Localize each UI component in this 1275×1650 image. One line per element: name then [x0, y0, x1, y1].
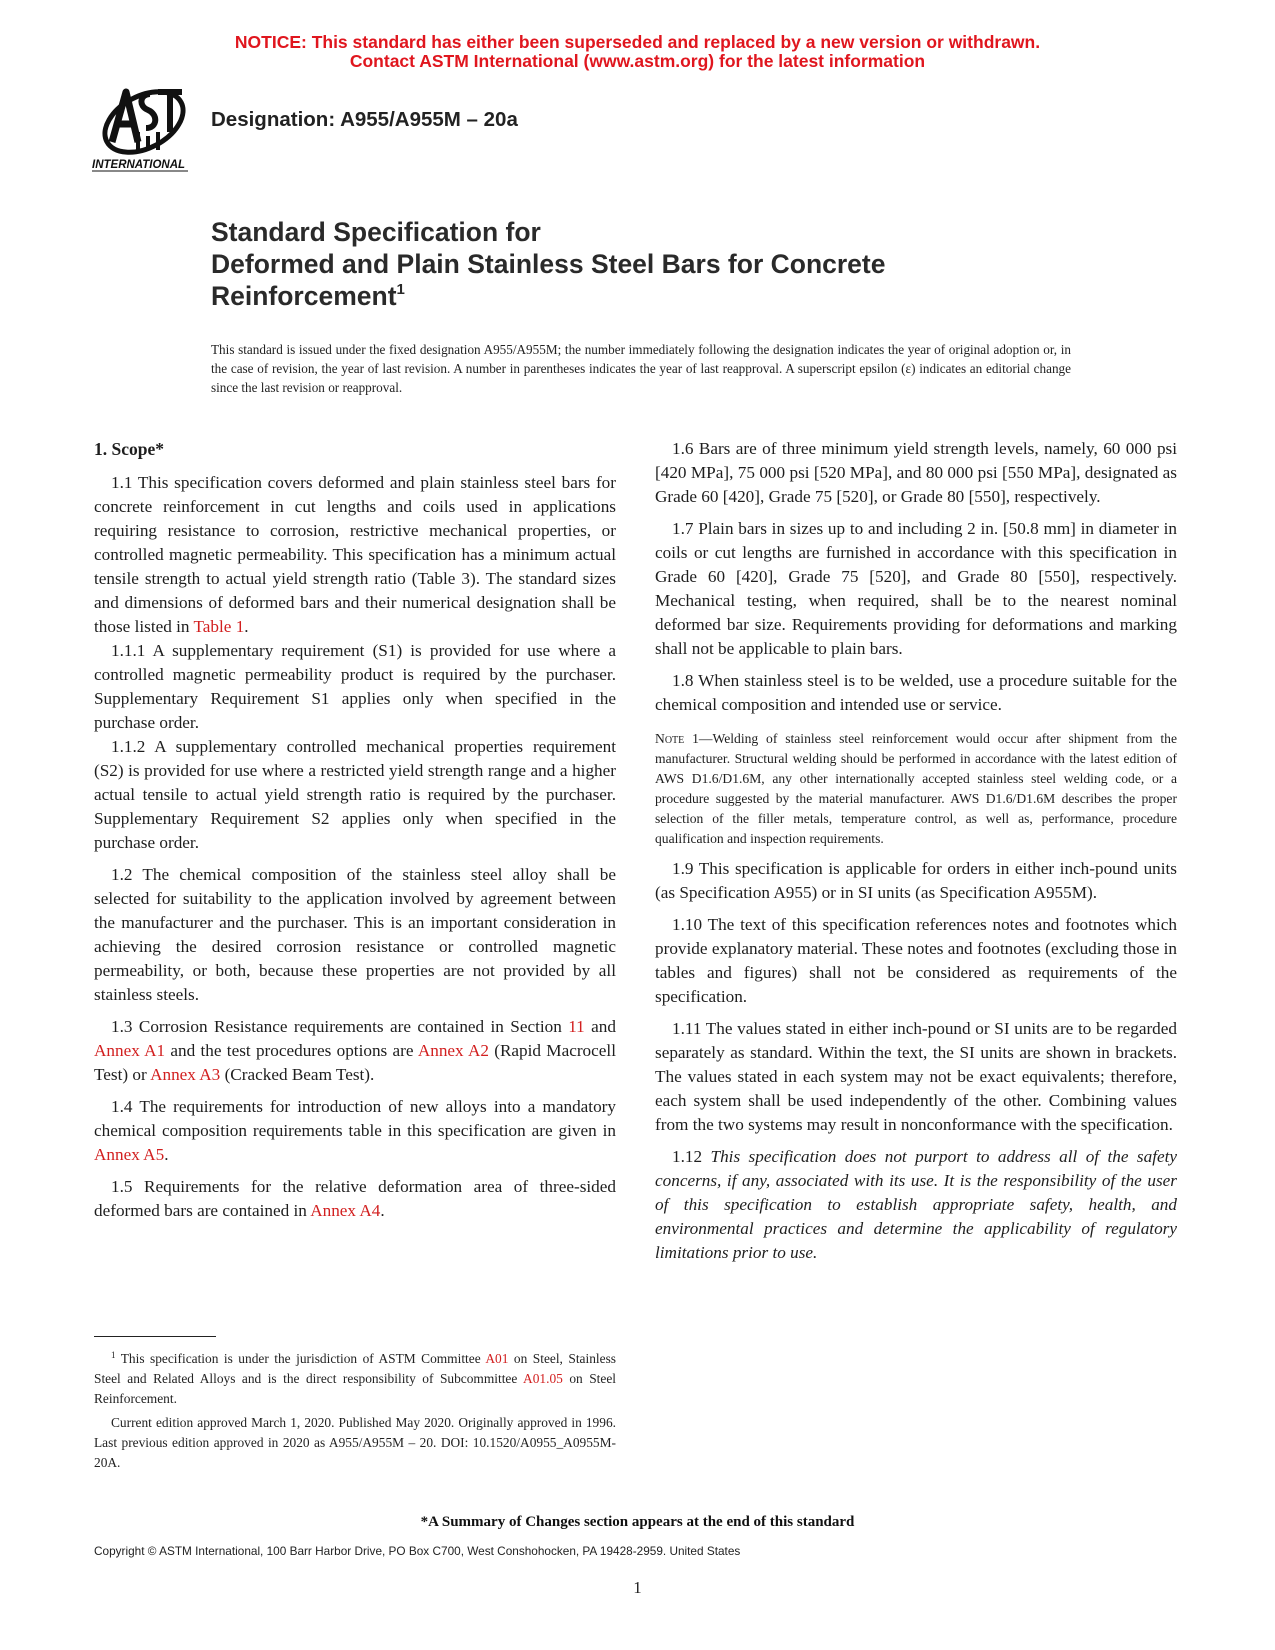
footnote-1-b: on Steel, Stainless Steel and Related Alloys and is the direct responsibility of Subcommittee [94, 1351, 616, 1386]
paragraph-1-3-d: (Rapid Macrocell Test) or [94, 1041, 616, 1084]
footnote-divider [94, 1336, 216, 1337]
paragraph-1-3-c: and the test procedures options are [165, 1041, 418, 1060]
title-line-1: Standard Specification for [211, 217, 541, 247]
paragraph-1-2: 1.2 The chemical composition of the stainless steel alloy shall be selected for suitability to the application involved by agreement between the manufacturer and the purchaser. This is an important consideration in achieving the desired corrosion resistance or controlled magnetic permeability, or both, because these properties are not provided by all stainless steels. [94, 865, 616, 1004]
link-committee-a01[interactable]: A01 [485, 1351, 509, 1366]
paragraph-1-4-b: . [164, 1145, 169, 1164]
issuance-statement: This standard is issued under the fixed designation A955/A955M; the number immediately following the designation indicates the year of original adoption or, in the case of revision, the year of last revision. A number in parentheses indicates the year of last reapproval. A superscript epsilon (ε) indicates an editorial change since the last revision or reapproval. [211, 342, 1071, 395]
paragraph-1-5 [94, 1175, 616, 1223]
link-annex-a4[interactable]: Annex A4 [310, 1201, 381, 1220]
link-annex-a5[interactable]: Annex A5 [94, 1145, 165, 1164]
document-title [211, 216, 1111, 312]
paragraph-1-9: 1.9 This specification is applicable for orders in either inch-pound units (as Specification A955) or in SI units (as Specification A955M). [655, 859, 1177, 902]
paragraph-1-12-num: 1.12 [672, 1147, 711, 1166]
paragraph-1-1 [94, 471, 616, 639]
right-column [655, 437, 1177, 1265]
link-subcommittee-a01-05[interactable]: A01.05 [523, 1371, 563, 1386]
paragraph-1-1-2: 1.1.2 A supplementary controlled mechanical properties requirement (S2) is provided for use where a restricted yield strength range and a higher actual tensile to actual yield strength ratio is required by the purchaser. Supplementary Requirement S2 applies only when specified in the purchase order. [94, 737, 616, 852]
footnote-1-c: on Steel Reinforcement. [94, 1371, 616, 1406]
notice-line-1: NOTICE: This standard has either been superseded and replaced by a new version or withdrawn. [234, 32, 1041, 52]
footnotes [94, 1349, 616, 1473]
paragraph-1-1-end: . [244, 617, 249, 636]
paragraph-1-3-a: 1.3 Corrosion Resistance requirements are contained in Section [111, 1017, 569, 1036]
title-line-3 [211, 280, 1111, 312]
note-1-text: —Welding of stainless steel reinforcement would occur after shipment from the manufacturer. Structural welding should be performed in accordance with the latest edition of AWS D1.6/D1.6M, any other internationally accepted stainless steel welding code, or a procedure suggested by the material manufacturer. AWS D1.6/D1.6M describes the proper selection of the filler metals, temperature control, as well as, performance, procedure qualification and inspection requirements. [655, 731, 1177, 846]
paragraph-1-3-b: and [584, 1017, 616, 1036]
section-heading-scope: 1. Scope* [94, 439, 164, 459]
note-1-label: Note 1 [655, 731, 699, 746]
paragraph-1-12-text: This specification does not purport to address all of the safety concerns, if any, associated with its use. It is the responsibility of the user of this specification to establish appropriate safety, health, and environmental practices and determine the applicability of regulatory limitations prior to use. [655, 1147, 1178, 1262]
paragraph-1-4 [94, 1095, 616, 1167]
left-column [94, 437, 616, 1223]
footnote-1 [94, 1349, 616, 1409]
copyright: Copyright © ASTM International, 100 Barr Harbor Drive, PO Box C700, West Conshohocken, PA 19428-2959. United States [94, 1544, 741, 1558]
link-section-11[interactable]: 11 [568, 1017, 585, 1036]
designation: Designation: A955/A955M – 20a [211, 108, 518, 131]
title-line-3-text: Reinforcement [211, 281, 397, 311]
paragraph-1-5-b: . [380, 1201, 385, 1220]
paragraph-1-11: 1.11 The values stated in either inch-pound or SI units are to be regarded separately as standard. Within the text, the SI units are shown in brackets. The values stated in each system may not be exact equivalents; therefore, each system shall be used independently of the other. Combining values from the two systems may result in nonconformance with the specification. [655, 1019, 1177, 1134]
paragraph-1-8: 1.8 When stainless steel is to be welded, use a procedure suitable for the chemical composition and intended use or service. [655, 671, 1177, 714]
link-annex-a3[interactable]: Annex A3 [150, 1065, 221, 1084]
paragraph-1-1-1: 1.1.1 A supplementary requirement (S1) is provided for use where a controlled magnetic permeability product is required by the purchaser. Supplementary Requirement S1 applies only when specified in the purchase order. [94, 641, 616, 732]
paragraph-1-5-a: 1.5 Requirements for the relative deformation area of three-sided deformed bars are contained in [94, 1177, 616, 1220]
page-number: 1 [633, 1578, 642, 1597]
summary-of-changes-note: *A Summary of Changes section appears at the end of this standard [420, 1514, 855, 1530]
footnote-edition: Current edition approved March 1, 2020. Published May 2020. Originally approved in 1996. Last previous edition approved in 2020 as A955/A955M – 20. DOI: 10.1520/A0955_A0955M-20A. [94, 1415, 616, 1470]
note-1 [655, 729, 1177, 849]
paragraph-1-4-a: 1.4 The requirements for introduction of new alloys into a mandatory chemical composition requirements table in this specification are given in [94, 1097, 616, 1140]
paragraph-1-6: 1.6 Bars are of three minimum yield strength levels, namely, 60 000 psi [420 MPa], 75 000 psi [520 MPa], and 80 000 psi [550 MPa], designated as Grade 60 [420], Grade 75 [520], or Grade 80 [550], respectively. [655, 439, 1177, 506]
link-annex-a1[interactable]: Annex A1 [94, 1041, 166, 1060]
title-line-2: Deformed and Plain Stainless Steel Bars for Concrete [211, 249, 886, 279]
link-annex-a2[interactable]: Annex A2 [417, 1041, 489, 1060]
paragraph-1-7: 1.7 Plain bars in sizes up to and including 2 in. [50.8 mm] in diameter in coils or cut lengths are furnished in accordance with this specification in Grade 60 [420], Grade 75 [520], and Grade 80 [550], respectively. Mechanical testing, when required, shall be to the nearest nominal deformed bar size. Requirements providing for deformations and marking shall not be applicable to plain bars. [655, 519, 1177, 658]
notice-line-2: Contact ASTM International (www.astm.org) for the latest information [349, 51, 926, 71]
footnote-1-a: This specification is under the jurisdiction of ASTM Committee [115, 1351, 486, 1366]
link-table-1[interactable]: Table 1 [193, 617, 245, 636]
paragraph-1-3-e: (Cracked Beam Test). [220, 1065, 375, 1084]
logo-text: INTERNATIONAL [92, 159, 186, 171]
paragraph-1-1-text: 1.1 This specification covers deformed and plain stainless steel bars for concrete reinforcement in cut lengths and coils used in applications requiring resistance to corrosion, restrictive mechanical properties, or controlled magnetic permeability. This specification has a minimum actual tensile strength to actual yield strength ratio (Table 3). The standard sizes and dimensions of deformed bars and their numerical designation shall be those listed in [94, 473, 616, 636]
title-footnote-link[interactable]: 1 [396, 281, 405, 298]
paragraph-1-10: 1.10 The text of this specification references notes and footnotes which provide explanatory material. These notes and footnotes (excluding those in tables and figures) shall not be considered as requirements of the specification. [655, 915, 1177, 1006]
footnote-1-mark: 1 [111, 1350, 116, 1360]
notice-banner [0, 33, 1275, 71]
paragraph-1-3 [94, 1015, 616, 1087]
astm-logo-icon [92, 80, 202, 180]
paragraph-1-12 [655, 1145, 1177, 1265]
